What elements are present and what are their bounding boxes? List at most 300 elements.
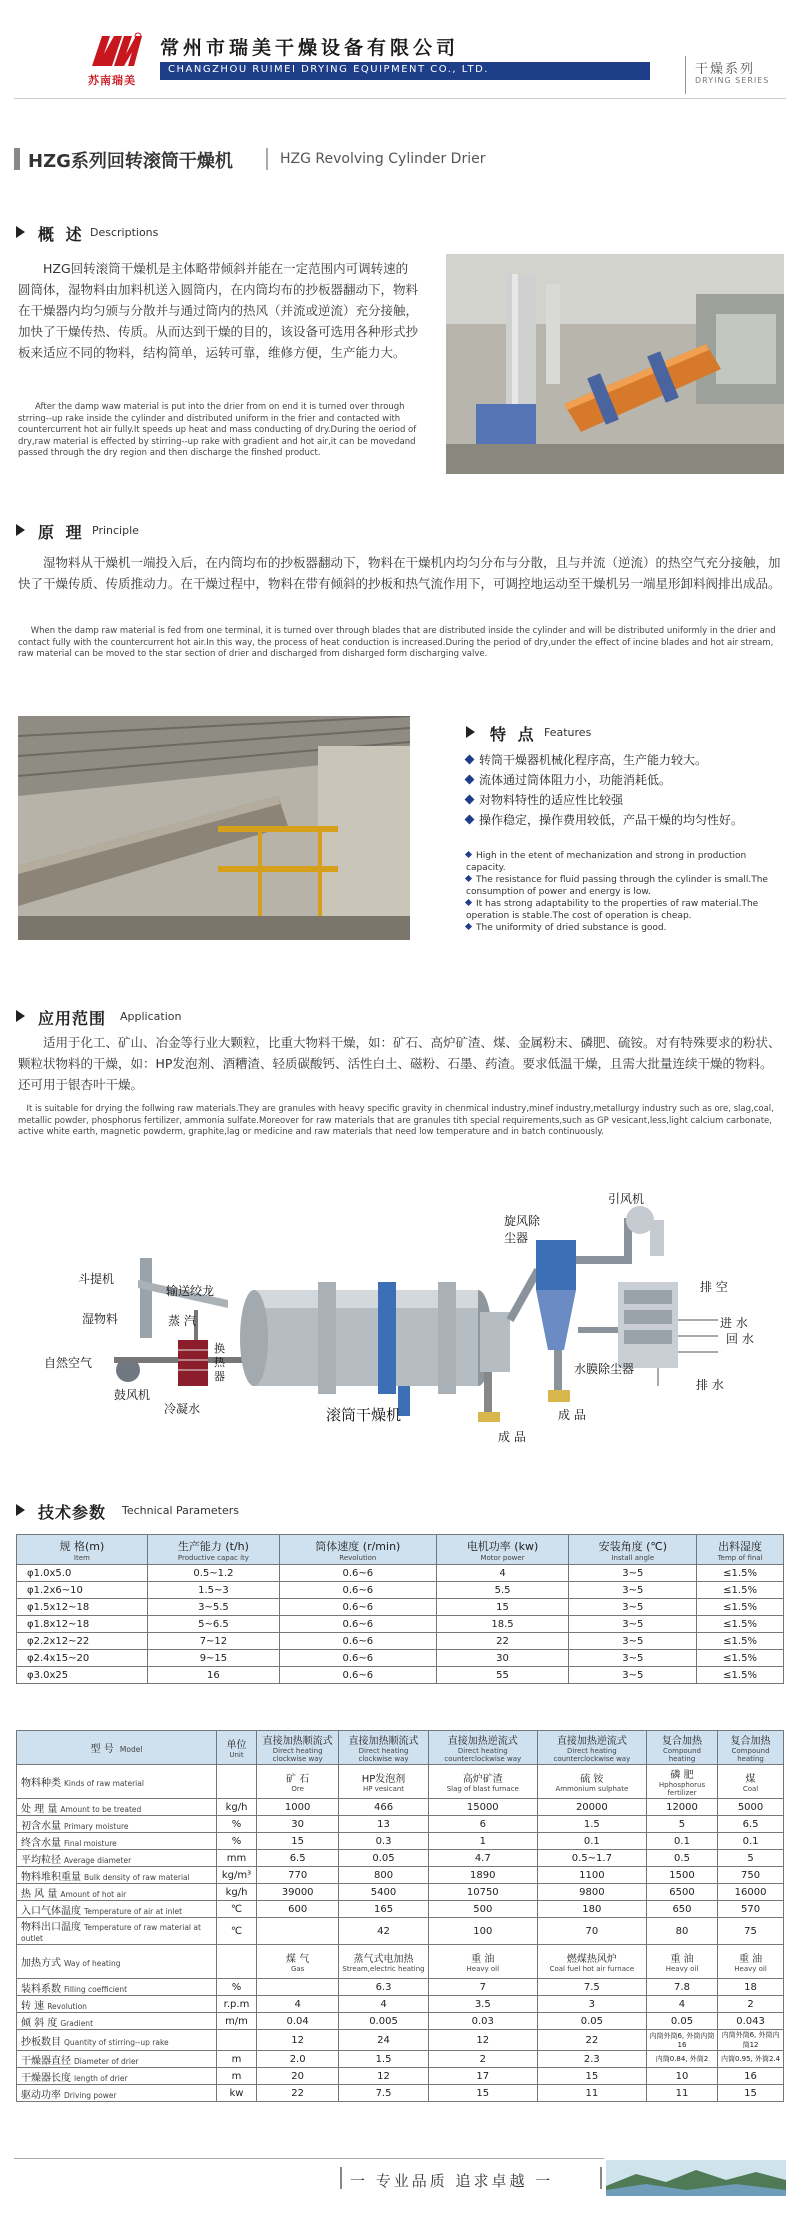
label-blower: 鼓风机 [114,1388,151,1402]
tech-heading-en: Technical Parameters [122,1504,239,1517]
spec-cell: 3~5 [569,1599,697,1616]
model-value-cell: 2.3 [537,2051,646,2068]
tech-heading-cn: 技术参数 [38,1503,107,1522]
heating-cell: 煤 气 Gas [257,1945,339,1979]
feature-item-en: The uniformity of dried substance is good. [466,922,786,934]
label-product-1: 成 品 [498,1430,526,1444]
model-value-cell: 0.03 [428,2013,537,2030]
model-table-row [17,2051,784,2068]
dryer-installation-photo [446,254,784,474]
spec-cell: φ1.5x12~18 [17,1599,148,1616]
row-label: 抄板数目 Quantity of stirring--up rake [17,2030,217,2051]
model-value-cell: 17 [428,2068,537,2085]
model-value-cell: 800 [339,1867,428,1884]
model-value-cell: 5 [646,1816,717,1833]
model-value-cell [257,1979,339,1996]
model-value-cell: 6.3 [339,1979,428,1996]
product-title-en: HZG Revolving Cylinder Drier [280,151,486,167]
row-label: 干燥器长度 length of drier [17,2068,217,2085]
spec-cell: ≤1.5% [697,1667,784,1684]
label-cyclone: 旋风除尘器 [504,1214,541,1245]
spec-cell: 3~5 [569,1650,697,1667]
bullet-diamond-icon [465,795,475,805]
spec-cell: 1.5~3 [147,1582,279,1599]
principle-heading-cn: 原 理 [38,523,85,542]
material-cell: 煤 Coal [718,1765,784,1799]
model-value-cell: 3.5 [428,1996,537,2013]
dryer-photo-icon [446,254,784,474]
label-water-return: 回 水 [726,1332,754,1346]
model-value-cell: 100 [428,1918,537,1945]
feature-item: 转筒干燥器机械化程序高，生产能力较大。 [466,750,786,770]
spec-cell: 5~6.5 [147,1616,279,1633]
spec-cell: 0.6~6 [280,1667,437,1684]
model-value-cell: 3 [537,1996,646,2013]
heating-row [17,1945,784,1979]
label-water-in: 进 水 [720,1316,748,1330]
heating-cell: 重 油 Heavy oil [718,1945,784,1979]
footer-separator [340,2167,342,2189]
row-label: 物料出口温度 Temperature of raw material at outlet [17,1918,217,1945]
model-value-cell: 9800 [537,1884,646,1901]
model-value-cell: 13 [339,1816,428,1833]
bullet-diamond-icon [465,875,472,882]
model-value-cell: 16000 [718,1884,784,1901]
model-value-cell: 0.043 [718,2013,784,2030]
spec-cell: 0.6~6 [280,1633,437,1650]
model-table-row [17,2085,784,2102]
model-value-cell: 466 [339,1799,428,1816]
bullet-diamond-icon [465,899,472,906]
label-cooling-water: 冷凝水 [164,1402,201,1416]
header-divider [14,98,786,99]
model-value-cell: 80 [646,1918,717,1945]
row-label: 倾 斜 度 Gradient [17,2013,217,2030]
model-table [16,1730,784,2102]
row-label: 物料种类 Kinds of raw material [17,1765,217,1799]
label-exhaust: 排 空 [700,1280,728,1294]
model-value-cell: 6.5 [257,1850,339,1867]
feature-item: 对物料特性的适应性比较强 [466,790,786,810]
model-value-cell: 1890 [428,1867,537,1884]
row-unit [217,1765,257,1799]
logo-mark-icon [88,30,144,70]
model-col-header: 直接加热逆流式 Direct heating counterclockwise way [428,1731,537,1765]
model-value-cell: 6500 [646,1884,717,1901]
spec-cell: 16 [147,1667,279,1684]
model-value-cell: 70 [537,1918,646,1945]
series-label-en: DRYING SERIES [695,76,770,85]
heating-cell: 燃煤热风炉 Coal fuel hot air furnace [537,1945,646,1979]
model-value-cell: 10 [646,2068,717,2085]
row-label: 热 风 量 Amount of hot air [17,1884,217,1901]
factory-photo-icon [18,716,410,940]
spec-table-row [17,1582,784,1599]
title-separator [266,148,268,170]
material-cell: 高炉矿渣 Slag of blast furnace [428,1765,537,1799]
model-value-cell: 650 [646,1901,717,1918]
model-col-header: 直接加热顺流式 Direct heating clockwise way [257,1731,339,1765]
spec-cell: 3~5 [569,1616,697,1633]
label-product-2: 成 品 [558,1408,586,1422]
model-value-cell: 15 [718,2085,784,2102]
spec-cell: ≤1.5% [697,1599,784,1616]
model-value-cell: 2.0 [257,2051,339,2068]
spec-cell: 0.6~6 [280,1565,437,1582]
model-value-cell: 15000 [428,1799,537,1816]
row-unit: % [217,1816,257,1833]
overview-text-cn: HZG回转滚筒干燥机是主体略带倾斜并能在一定范围内可调转速的圆筒体，湿物料由加料机送入圆筒内，在内筒均布的抄板器翻动下，物料在干燥器内均匀颁与分散并与通过筒内的热风（并流或逆流）充分接触，加快了干燥传热、传质。从而达到干燥的目的，该设备可选用各种形式抄板来适应不同的物料，结构简单，运转可靠，维修方便，生产能力大。 [18,261,419,360]
model-value-cell: 15 [537,2068,646,2085]
spec-cell: 5.5 [436,1582,569,1599]
spec-cell: 22 [436,1633,569,1650]
label-steam: 蒸 汽 [168,1314,196,1328]
spec-table-row [17,1565,784,1582]
label-natural-air: 自然空气 [44,1356,93,1370]
model-value-cell: 1.5 [339,2051,428,2068]
label-drum-dryer: 滚筒干燥机 [326,1406,402,1424]
section-triangle-icon [16,1010,25,1022]
feature-item-en: The resistance for fluid passing through the cylinder is small.The consumption of power and energy is low. [466,875,768,897]
model-value-cell: 6 [428,1816,537,1833]
model-value-cell: 750 [718,1867,784,1884]
spec-cell: φ1.0x5.0 [17,1565,148,1582]
model-value-cell: 20 [257,2068,339,2085]
model-table-row [17,1833,784,1850]
heating-cell: 重 油 Heavy oil [646,1945,717,1979]
row-label: 平均粒径 Average diameter [17,1850,217,1867]
model-value-cell: 0.04 [257,2013,339,2030]
model-table-row [17,2068,784,2085]
row-label: 终含水量 Final moisture [17,1833,217,1850]
row-label: 转 速 Revolution [17,1996,217,2013]
model-value-cell: 5000 [718,1799,784,1816]
row-unit: kg/h [217,1799,257,1816]
overview-text-en: After the damp waw material is put into the drier from on end it is turned over through strring--up rake inside the cylinder and distributed uniform in the frier and contacted with countercurrent hot air fully.It speeds up heat and mass conducting of dry.During the oeriod of dry,raw material is effected by stirring--up rake with gradient and hot air,it can be movedand passed through the dry region and then discharge the finshed product. [18,402,417,458]
model-table-row [17,2013,784,2030]
spec-cell: 3~5 [569,1633,697,1650]
model-table-header-row [17,1731,784,1765]
model-value-cell: 11 [537,2085,646,2102]
label-bucket-elevator: 斗提机 [78,1272,115,1286]
company-name-en: CHANGZHOU RUIMEI DRYING EQUIPMENT CO., LTD. [168,64,489,75]
model-value-cell: 0.5~1.7 [537,1850,646,1867]
spec-cell: 3~5 [569,1667,697,1684]
model-value-cell: 1.5 [537,1816,646,1833]
model-value-cell: 20000 [537,1799,646,1816]
application-text-en: It is suitable for drying the follwing raw materials.They are granules with heavy specific gravity in chenmical industry,minef industry,metallurgy industry such as ore, slag,coal, metallic powder, phosphorus fertilizer, ammonia sulfate.Moreover for raw materials that are granules tith special requirements,such as GP vesicant,less,light calcium carbonate, active white earth, magnetic powderm, graphite,lag or medicine and raw materials that need low temperature and in batch continuously. [18,1104,774,1137]
model-value-cell: 0.1 [718,1833,784,1850]
features-heading-cn: 特 点 [490,725,537,744]
row-unit: % [217,1833,257,1850]
features-list-en [466,850,786,934]
model-value-cell: 10750 [428,1884,537,1901]
logo-text: 苏南瑞美 [88,74,136,87]
spec-cell: 7~12 [147,1633,279,1650]
row-label: 物料堆积重量 Bulk density of raw material [17,1867,217,1884]
model-value-cell: 0.1 [646,1833,717,1850]
model-value-cell: 0.05 [646,2013,717,2030]
model-value-cell: 0.5 [646,1850,717,1867]
spec-cell: φ2.2x12~22 [17,1633,148,1650]
spec-cell: 0.6~6 [280,1582,437,1599]
spec-cell: 4 [436,1565,569,1582]
spec-cell: φ1.8x12~18 [17,1616,148,1633]
spec-cell: 18.5 [436,1616,569,1633]
principle-text-en: When the damp raw material is fed from one terminal, it is turned over through blades that are distributed inside the cylinder and will be distributed uniformly in the drier and contact fully with the countercurrent hot air.In this way, the process of heat conduction is increased.During the period of dry,under the effect of incine blades and hot air stream, raw material can be moved to the star section of drier and discharged from disharged form discharging valve. [18,626,776,659]
spec-header-revolution: 筒体速度 (r/min) Revolution [280,1535,437,1565]
model-value-cell [257,1918,339,1945]
model-table-row [17,2030,784,2051]
spec-cell: 30 [436,1650,569,1667]
spec-cell: ≤1.5% [697,1565,784,1582]
model-value-cell: 12 [428,2030,537,2051]
model-value-cell: 22 [537,2030,646,2051]
spec-table-row [17,1616,784,1633]
model-value-cell: 4.7 [428,1850,537,1867]
row-label: 初含水量 Primary moisture [17,1816,217,1833]
feature-item-en: High in the etent of mechanization and strong in production capacity. [466,851,747,873]
title-accent-bar [14,148,20,170]
model-value-cell: 4 [646,1996,717,2013]
model-value-cell: 12000 [646,1799,717,1816]
model-value-cell: 39000 [257,1884,339,1901]
label-screw-conveyor: 输送绞龙 [166,1284,215,1298]
model-table-row [17,1816,784,1833]
row-unit: % [217,1979,257,1996]
model-col-header: 复合加热 Compound heating [718,1731,784,1765]
model-value-cell: 7.5 [537,1979,646,1996]
spec-cell: 0.5~1.2 [147,1565,279,1582]
model-value-cell: 4 [339,1996,428,2013]
spec-header-motor: 电机功率 (kw) Motor power [436,1535,569,1565]
model-value-cell: 0.005 [339,2013,428,2030]
row-unit: m [217,2051,257,2068]
model-table-row [17,1799,784,1816]
feature-item-en: It has strong adaptability to the properties of raw material.The operation is stable.The cost of operation is cheap. [466,899,759,921]
spec-table-header-row [17,1535,784,1565]
model-value-cell: 7 [428,1979,537,1996]
overview-heading-en: Descriptions [90,226,159,239]
features-list-cn [466,750,786,830]
application-text-cn: 适用于化工、矿山、冶金等行业大颗粒，比重大物料干燥，如：矿石、高炉矿渣、煤、金属粉末、磷肥、硫铵。对有特殊要求的粉状、颗粒状物料的干燥，如：HP发泡剂、酒糟渣、轻质碳酸钙、活性白土、磁粉、石墨、药渣。要求低温干燥，且需大批量连续干燥的物料。还可用于银杏叶干燥。 [18,1035,781,1092]
row-unit: m/m [217,2013,257,2030]
row-unit: ℃ [217,1918,257,1945]
series-label-cn: 干燥系列 [695,62,756,77]
spec-table [16,1534,784,1684]
label-wet-material: 湿物料 [82,1312,119,1326]
model-col-header: 复合加热 Compound heating [646,1731,717,1765]
model-value-cell: 180 [537,1901,646,1918]
factory-dryer-photo [18,716,410,940]
model-value-cell: 15 [428,2085,537,2102]
spec-header-item: 规 格(m) Item [17,1535,148,1565]
model-value-cell: 600 [257,1901,339,1918]
spec-cell: 15 [436,1599,569,1616]
spec-cell: 0.6~6 [280,1650,437,1667]
model-value-cell: 0.05 [339,1850,428,1867]
landscape-icon [606,2160,786,2196]
spec-header-angle: 安装角度 (℃) Install angle [569,1535,697,1565]
spec-cell: 55 [436,1667,569,1684]
row-unit: m [217,2068,257,2085]
model-value-cell: 42 [339,1918,428,1945]
page-header [0,0,800,100]
material-cell: 硫 铵 Ammonium sulphate [537,1765,646,1799]
model-value-cell: 770 [257,1867,339,1884]
model-value-cell: 7.8 [646,1979,717,1996]
row-label: 装料系数 Filling coefficient [17,1979,217,1996]
model-value-cell: 2 [428,2051,537,2068]
material-row [17,1765,784,1799]
bullet-diamond-icon [465,923,472,930]
row-label: 处 理 量 Amount to be treated [17,1799,217,1816]
bullet-diamond-icon [465,755,475,765]
model-table-row [17,1996,784,2013]
unit-header: 单位 Unit [217,1731,257,1765]
heating-cell: 重 油 Heavy oil [428,1945,537,1979]
spec-cell: ≤1.5% [697,1650,784,1667]
material-cell: HP发泡剂 HP vesicant [339,1765,428,1799]
model-value-cell: 5400 [339,1884,428,1901]
spec-table-row [17,1667,784,1684]
row-label: 入口气体温度 Temperature of air at inlet [17,1901,217,1918]
spec-header-capacity: 生产能力 (t/h) Productive capac ity [147,1535,279,1565]
feature-item: 流体通过筒体阻力小，功能消耗低。 [466,770,786,790]
model-value-cell: 22 [257,2085,339,2102]
application-heading-cn: 应用范围 [38,1009,107,1028]
model-col-header: 直接加热顺流式 Direct heating clockwise way [339,1731,428,1765]
model-value-cell: 500 [428,1901,537,1918]
row-unit [217,2030,257,2051]
section-triangle-icon [466,726,475,738]
model-table-row [17,1918,784,1945]
model-value-cell: 内筒外筒6, 外筒内筒16 [646,2030,717,2051]
model-value-cell: 6.5 [718,1816,784,1833]
footer-divider [14,2158,604,2159]
row-unit: kg/m³ [217,1867,257,1884]
model-value-cell: 1000 [257,1799,339,1816]
footer-separator [600,2167,602,2189]
model-table-row [17,1867,784,1884]
row-unit: kg/h [217,1884,257,1901]
model-value-cell: 570 [718,1901,784,1918]
model-value-cell: 1500 [646,1867,717,1884]
spec-table-row [17,1599,784,1616]
spec-cell: ≤1.5% [697,1633,784,1650]
model-value-cell: 4 [257,1996,339,2013]
model-value-cell: 内筒0.84, 外筒2 [646,2051,717,2068]
row-unit: mm [217,1850,257,1867]
spec-cell: 3~5.5 [147,1599,279,1616]
spec-cell: 0.6~6 [280,1616,437,1633]
label-water-film: 水膜除尘器 [574,1362,635,1376]
model-value-cell: 内筒0.95, 外筒2.4 [718,2051,784,2068]
model-header: 型 号 Model [17,1731,217,1765]
bullet-diamond-icon [465,775,475,785]
spec-cell: 3~5 [569,1582,697,1599]
row-label: 驱动功率 Driving power [17,2085,217,2102]
spec-table-row [17,1633,784,1650]
model-value-cell: 15 [257,1833,339,1850]
model-value-cell: 30 [257,1816,339,1833]
feature-item: 操作稳定，操作费用较低，产品干燥的均匀性好。 [466,810,786,830]
bullet-diamond-icon [465,851,472,858]
model-table-row [17,1901,784,1918]
model-value-cell: 18 [718,1979,784,1996]
footer-slogan: 一 专业品质 追求卓越 一 [350,2172,554,2190]
principle-heading-en: Principle [92,524,139,537]
heating-cell: 蒸气式电加热 Stream,electric heating [339,1945,428,1979]
process-flow-diagram [18,1190,784,1450]
spec-cell: 0.6~6 [280,1599,437,1616]
model-table-row [17,1850,784,1867]
features-heading-en: Features [544,726,592,739]
model-col-header: 直接加热逆流式 Direct heating counterclockwise way [537,1731,646,1765]
row-label: 加热方式 Way of heating [17,1945,217,1979]
application-heading-en: Application [120,1010,182,1023]
model-value-cell: 5 [718,1850,784,1867]
footer-landscape-image [606,2160,786,2196]
row-unit: ℃ [217,1901,257,1918]
spec-cell: ≤1.5% [697,1616,784,1633]
model-value-cell: 12 [339,2068,428,2085]
model-value-cell: 内筒外筒6, 外筒内筒12 [718,2030,784,2051]
row-unit [217,1945,257,1979]
label-heat-exchanger: 换热器 [214,1342,225,1383]
section-triangle-icon [16,524,25,536]
spec-cell: φ2.4x15~20 [17,1650,148,1667]
company-name-cn: 常州市瑞美干燥设备有限公司 [160,37,460,59]
section-triangle-icon [16,1504,25,1516]
overview-heading-cn: 概 述 [38,225,85,244]
spec-cell: ≤1.5% [697,1582,784,1599]
spec-cell: φ3.0x25 [17,1667,148,1684]
material-cell: 矿 石 Ore [257,1765,339,1799]
model-value-cell: 1 [428,1833,537,1850]
label-drain: 排 水 [696,1378,724,1392]
spec-cell: 3~5 [569,1565,697,1582]
spec-table-row [17,1650,784,1667]
row-unit: r.p.m [217,1996,257,2013]
model-value-cell: 0.3 [339,1833,428,1850]
principle-text-cn: 湿物料从干燥机一端投入后，在内筒均布的抄板器翻动下，物料在干燥机内均匀分布与分散，且与并流（逆流）的热空气充分接触，加快了干燥传质、传质推动力。在干燥过程中，物料在带有倾斜的抄板和热气流作用下，可调控地运动至干燥机另一端星形卸料阀排出成品。 [18,555,781,591]
product-title-cn: HZG系列回转滚筒干燥机 [28,151,233,172]
model-value-cell: 165 [339,1901,428,1918]
model-value-cell: 0.05 [537,2013,646,2030]
label-induced-fan: 引风机 [608,1192,645,1206]
model-value-cell: 12 [257,2030,339,2051]
model-table-row [17,1979,784,1996]
model-value-cell: 0.1 [537,1833,646,1850]
spec-cell: 9~15 [147,1650,279,1667]
bullet-diamond-icon [465,815,475,825]
material-cell: 磷 肥 Hphosphorus fertilizer [646,1765,717,1799]
model-value-cell: 16 [718,2068,784,2085]
row-label: 干燥器直径 Diameter of drier [17,2051,217,2068]
model-value-cell: 11 [646,2085,717,2102]
model-value-cell: 75 [718,1918,784,1945]
row-unit: kw [217,2085,257,2102]
spec-cell: φ1.2x6~10 [17,1582,148,1599]
model-value-cell: 1100 [537,1867,646,1884]
model-value-cell: 7.5 [339,2085,428,2102]
model-value-cell: 2 [718,1996,784,2013]
model-table-row [17,1884,784,1901]
spec-header-temp: 出料湿度 Temp of final [697,1535,784,1565]
section-triangle-icon [16,226,25,238]
model-value-cell: 24 [339,2030,428,2051]
